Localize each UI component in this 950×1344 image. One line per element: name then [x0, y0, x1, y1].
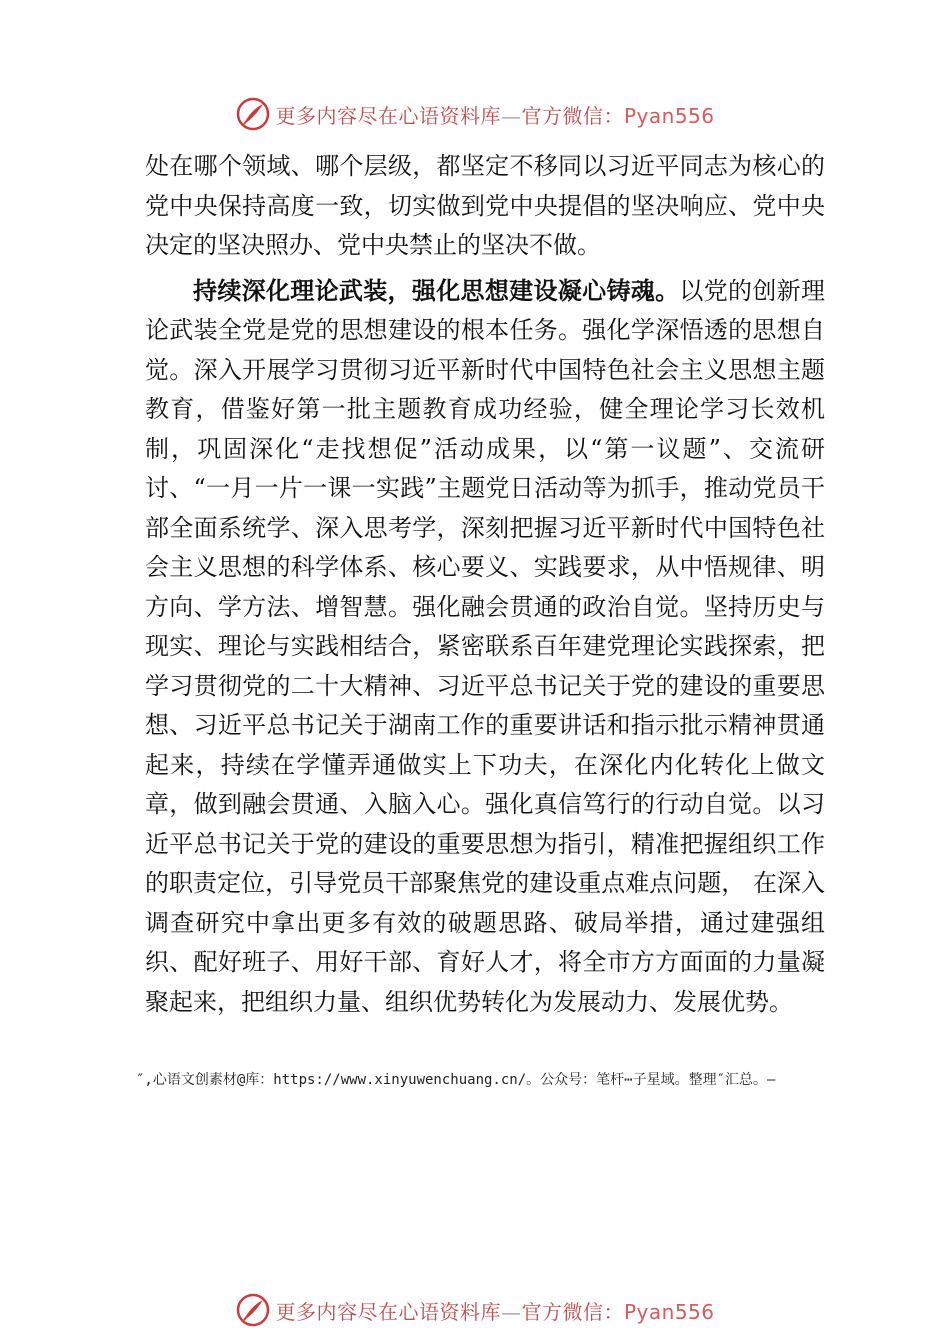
header-banner: [0, 94, 950, 134]
banner-wechat-label: 官方微信：: [521, 1299, 624, 1324]
banner-account-id: Pyan556: [623, 103, 715, 128]
banner-text: [275, 100, 714, 129]
quill-logo-icon: [235, 96, 271, 132]
source-footnote: ″,心语文创素材@库：https://www.xinyuwenchuang.cn/。公众号：笔杆⋯子星域。整理″汇总。—: [136, 1072, 776, 1088]
banner-main-text: 更多内容尽在心语资料库: [275, 103, 501, 128]
footer-banner: [0, 1290, 950, 1330]
paragraph-2-heading: 持续深化理论武装，强化思想建设凝心铸魂。: [193, 276, 680, 305]
banner-separator: —: [500, 103, 522, 128]
document-body: [145, 147, 825, 1022]
banner-account-id: Pyan556: [623, 1299, 715, 1324]
banner-wechat-label: 官方微信：: [521, 103, 624, 128]
quill-logo-icon: [235, 1292, 271, 1328]
banner-separator: —: [500, 1299, 522, 1324]
banner-main-text: 更多内容尽在心语资料库: [275, 1299, 501, 1324]
paragraph-1: 处在哪个领域、哪个层级，都坚定不移同以习近平同志为核心的党中央保持高度一致，切实做到党中央提倡的坚决响应、党中央决定的坚决照办、党中央禁止的坚决不做。: [145, 152, 825, 259]
banner-text: [275, 1296, 714, 1325]
paragraph-2: [145, 272, 825, 1023]
paragraph-2-text: 以党的创新理论武装全党是党的思想建设的根本任务。强化学深悟透的思想自觉。深入开展学习贯彻习近平新时代中国特色社会主义思想主题教育，借鉴好第一批主题教育成功经验，健全理论学习长效机制，巩固深化“走找想促”活动成果，以“第一议题”、交流研讨、“一月一片一课一实践”主题党日活动等为抓手，推动党员干部全面系统学、深入思考学，深刻把握习近平新时代中国特色社会主义思想的科学体系、核心要义、实践要求，从中悟规律、明方向、学方法、增智慧。强化融会贯通的政治自觉。坚持历史与现实、理论与实践相结合，紧密联系百年建党理论实践探索，把学习贯彻党的二十大精神、习近平总书记关于党的建设的重要思想、习近平总书记关于湖南工作的重要讲话和指示批示精神贯通起来，持续在学懂弄通做实上下功夫，在深化内化转化上做文章，做到融会贯通、入脑入心。强化真信笃行的行动自觉。以习近平总书记关于党的建设的重要思想为指引，精准把握组织工作的职责定位，引导党员干部聚焦党的建设重点难点问题， 在深入调查研究中拿出更多有效的破题思路、破局举措，通过建强组织、配好班子、用好干部、育好人才，将全市方方面面的力量凝聚起来，把组织力量、组织优势转化为发展动力、发展优势。: [145, 276, 826, 1016]
